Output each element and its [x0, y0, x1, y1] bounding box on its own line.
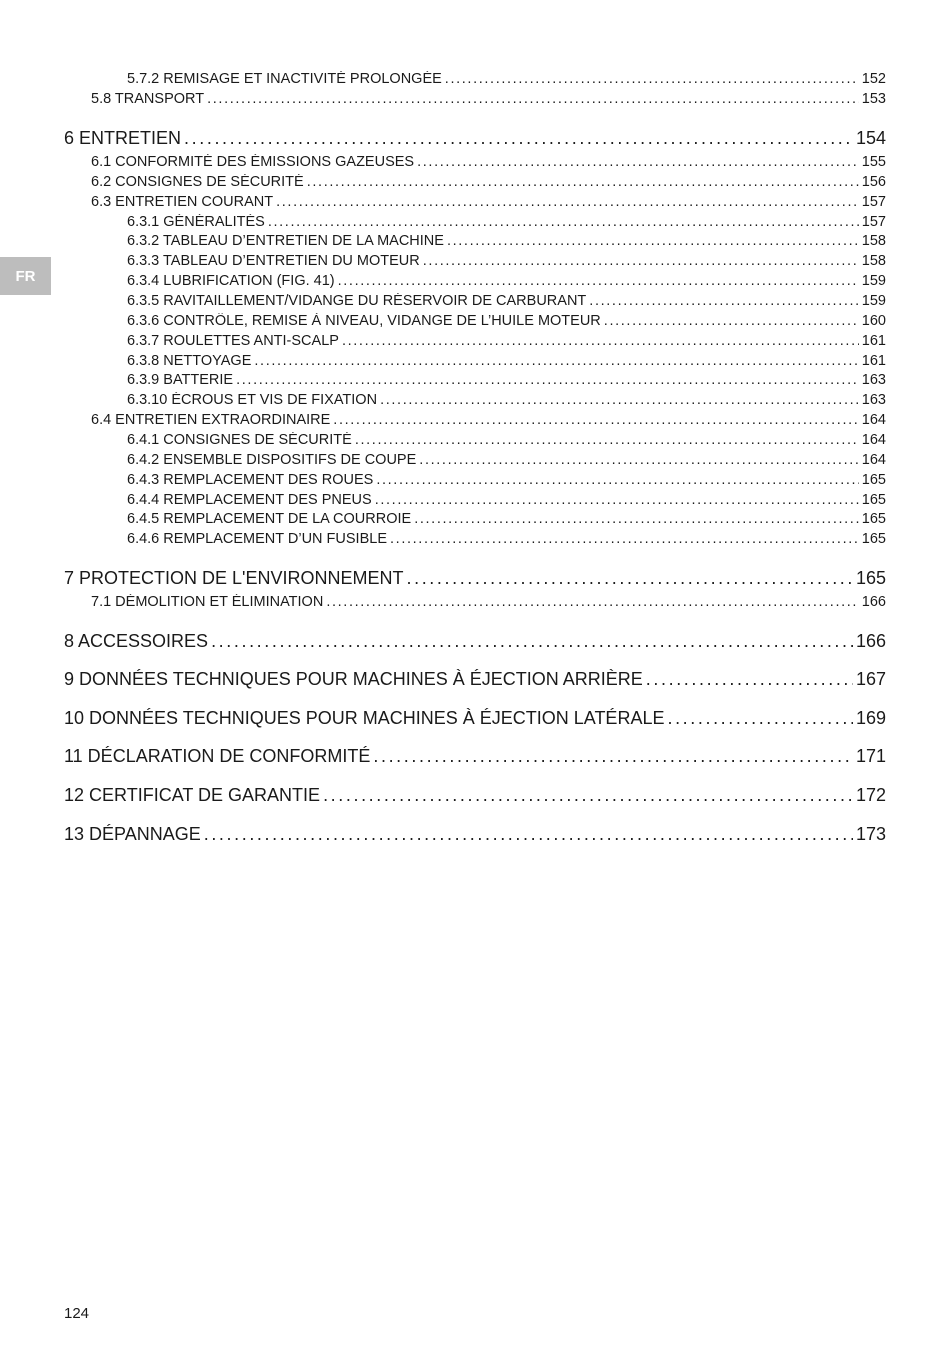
- dot-leader: [276, 194, 859, 210]
- toc-entry-page: 165: [861, 511, 886, 527]
- dot-leader: [307, 174, 859, 190]
- toc-entry-title: 6.4.5 REMPLACEMENT DE LA COURROIE: [127, 511, 412, 527]
- dot-leader: [184, 128, 853, 149]
- toc-entry-page: 166: [861, 594, 886, 610]
- toc-entry-title: 6.2 CONSIGNES DE SÉCURITÉ: [91, 174, 304, 190]
- toc-entry-page: 165: [861, 531, 886, 547]
- toc-entry-page: 156: [861, 174, 886, 190]
- toc-entry: [127, 273, 886, 291]
- toc-entry-page: 159: [861, 273, 886, 289]
- toc-entry-title: 6.3.6 CONTRÔLE, REMISE À NIVEAU, VIDANGE DE L’HUILE MOTEUR: [127, 313, 601, 329]
- dot-leader: [390, 531, 859, 547]
- toc-entry-title: 7.1 DÉMOLITION ET ÉLIMINATION: [91, 594, 324, 610]
- dot-leader: [236, 372, 859, 388]
- toc-entry: [127, 432, 886, 450]
- dot-leader: [414, 511, 859, 527]
- toc-entry-page: 158: [861, 233, 886, 249]
- toc-entry: [64, 128, 886, 150]
- toc-entry-page: 165: [861, 492, 886, 508]
- toc-entry: [127, 233, 886, 251]
- toc-entry-title: 6.4.3 REMPLACEMENT DES ROUES: [127, 472, 374, 488]
- toc-entry-page: 159: [861, 293, 886, 309]
- toc-entry-title: 6.3.8 NETTOYAGE: [127, 353, 252, 369]
- toc-entry: [64, 785, 886, 807]
- toc-entry-page: 169: [855, 708, 886, 728]
- toc-entry-title: 13 DÉPANNAGE: [64, 824, 201, 844]
- toc-entry-title: 6.3.9 BATTERIE: [127, 372, 234, 388]
- dot-leader: [447, 233, 859, 249]
- toc-entry-title: 6.3.7 ROULETTES ANTI-SCALP: [127, 333, 339, 349]
- dot-leader: [589, 293, 859, 309]
- toc-entry-title: 6.3.5 RAVITAILLEMENT/VIDANGE DU RÉSERVOIR DE CARBURANT: [127, 293, 587, 309]
- toc-entry-page: 165: [855, 568, 886, 588]
- dot-leader: [254, 353, 858, 369]
- toc-entry: [127, 253, 886, 271]
- toc-entry: [127, 392, 886, 410]
- dot-leader: [204, 824, 853, 845]
- dot-leader: [376, 472, 858, 488]
- toc-entry: [64, 746, 886, 768]
- toc-entry: [127, 353, 886, 371]
- toc-entry: [127, 313, 886, 331]
- toc-entry: [127, 492, 886, 510]
- toc-entry-title: 10 DONNÉES TECHNIQUES POUR MACHINES À ÉJECTION LATÉRALE: [64, 708, 665, 728]
- toc-entry-title: 6.4.6 REMPLACEMENT D’UN FUSIBLE: [127, 531, 387, 547]
- toc-entry-page: 165: [861, 472, 886, 488]
- dot-leader: [375, 492, 859, 508]
- dot-leader: [355, 432, 859, 448]
- toc-entry: [64, 708, 886, 730]
- toc-entry-page: 164: [861, 432, 886, 448]
- toc-entry-page: 167: [855, 669, 886, 689]
- toc-entry-title: 6.4 ENTRETIEN EXTRAORDINAIRE: [91, 412, 331, 428]
- toc-entry-title: 12 CERTIFICAT DE GARANTIE: [64, 785, 321, 805]
- toc-entry-page: 171: [855, 746, 886, 766]
- toc-entry: [64, 824, 886, 846]
- toc-entry-page: 172: [855, 785, 886, 805]
- toc-entry-page: 161: [861, 333, 886, 349]
- toc-entry: [127, 511, 886, 529]
- dot-leader: [406, 568, 852, 589]
- toc-entry-title: 11 DÉCLARATION DE CONFORMITÉ: [64, 746, 371, 766]
- toc-entry-title: 6.3 ENTRETIEN COURANT: [91, 194, 274, 210]
- toc-entry: [91, 91, 886, 109]
- toc-entry-page: 160: [861, 313, 886, 329]
- toc-entry-page: 161: [861, 353, 886, 369]
- toc-entry-title: 8 ACCESSOIRES: [64, 631, 209, 651]
- toc-entry-title: 5.8 TRANSPORT: [91, 91, 205, 107]
- toc-entry: [64, 669, 886, 691]
- toc-entry: [91, 154, 886, 172]
- toc-entry-title: 6.4.1 CONSIGNES DE SÉCURITÉ: [127, 432, 352, 448]
- toc-entry: [127, 531, 886, 549]
- toc-entry: [91, 412, 886, 430]
- toc-entry-page: 153: [861, 91, 886, 107]
- dot-leader: [667, 708, 852, 729]
- toc-entry-page: 152: [861, 71, 886, 87]
- toc-entry: [127, 214, 886, 232]
- toc-entry-page: 154: [855, 128, 886, 148]
- dot-leader: [380, 392, 859, 408]
- toc-entry: [127, 71, 886, 89]
- dot-leader: [445, 71, 859, 87]
- toc-entry-title: 5.7.2 REMISAGE ET INACTIVITÉ PROLONGÉE: [127, 71, 442, 87]
- dot-leader: [604, 313, 859, 329]
- toc-entry: [64, 568, 886, 590]
- toc-entry-page: 164: [861, 452, 886, 468]
- language-tab: FR: [0, 257, 51, 295]
- toc-entry-title: 6.4.2 ENSEMBLE DISPOSITIFS DE COUPE: [127, 452, 417, 468]
- toc-entry: [127, 333, 886, 351]
- toc-entry-page: 155: [861, 154, 886, 170]
- toc-entry-page: 173: [855, 824, 886, 844]
- toc-entry-title: 6.3.1 GÉNÉRALITÉS: [127, 214, 265, 230]
- toc-entry-title: 6.3.10 ÉCROUS ET VIS DE FIXATION: [127, 392, 378, 408]
- toc-entry: [91, 194, 886, 212]
- toc-entry: [91, 594, 886, 612]
- toc-entry-title: 6.1 CONFORMITÉ DES ÉMISSIONS GAZEUSES: [91, 154, 415, 170]
- toc-entry: [127, 372, 886, 390]
- dot-leader: [417, 154, 859, 170]
- dot-leader: [326, 594, 858, 610]
- toc-entry-page: 164: [861, 412, 886, 428]
- toc-entry: [127, 452, 886, 470]
- toc-entry-page: 158: [861, 253, 886, 269]
- dot-leader: [323, 785, 853, 806]
- dot-leader: [207, 91, 859, 107]
- toc-entry-page: 157: [861, 194, 886, 210]
- page-number: 124: [64, 1305, 90, 1322]
- toc-entry-title: 6.4.4 REMPLACEMENT DES PNEUS: [127, 492, 372, 508]
- toc-entry-page: 163: [861, 372, 886, 388]
- toc-entry: [127, 472, 886, 490]
- toc-entry: [64, 631, 886, 653]
- dot-leader: [338, 273, 859, 289]
- dot-leader: [373, 746, 853, 767]
- toc-entry: [91, 174, 886, 192]
- toc-entry-title: 6 ENTRETIEN: [64, 128, 182, 148]
- dot-leader: [419, 452, 859, 468]
- toc-entry-title: 9 DONNÉES TECHNIQUES POUR MACHINES À ÉJECTION ARRIÈRE: [64, 669, 643, 689]
- toc-entry: [127, 293, 886, 311]
- dot-leader: [423, 253, 859, 269]
- dot-leader: [211, 631, 853, 652]
- toc-entry-page: 157: [861, 214, 886, 230]
- dot-leader: [646, 669, 853, 690]
- toc-entry-page: 163: [861, 392, 886, 408]
- dot-leader: [333, 412, 859, 428]
- toc-entry-title: 6.3.3 TABLEAU D’ENTRETIEN DU MOTEUR: [127, 253, 420, 269]
- dot-leader: [268, 214, 859, 230]
- toc-entry-title: 6.3.2 TABLEAU D’ENTRETIEN DE LA MACHINE: [127, 233, 444, 249]
- toc-entry-title: 6.3.4 LUBRIFICATION (FIG. 41): [127, 273, 335, 289]
- toc-entry-page: 166: [855, 631, 886, 651]
- toc-entry-title: 7 PROTECTION DE L'ENVIRONNEMENT: [64, 568, 404, 588]
- dot-leader: [342, 333, 859, 349]
